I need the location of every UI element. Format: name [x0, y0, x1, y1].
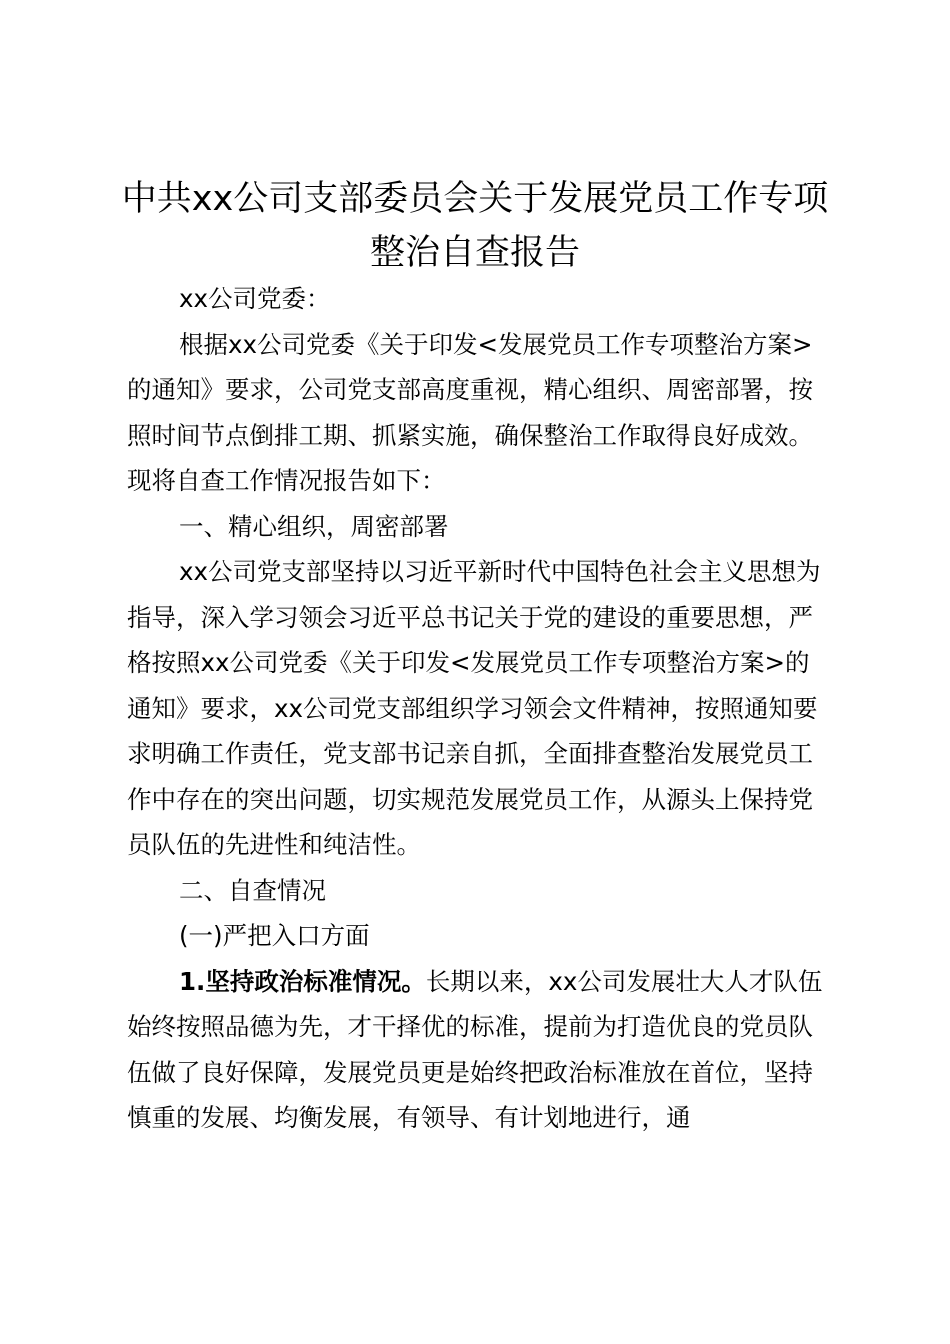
document-body: [127, 276, 829, 1141]
item-1-lead: 1.坚持政治标准情况。: [179, 966, 426, 996]
section-heading-1: 一、精心组织，周密部署: [179, 511, 449, 541]
intro-paragraph: 根据xx公司党委《关于印发<发展党员工作专项整治方案>的通知》要求，公司党支部高度重视，精心组织、周密部署，按照时间节点倒排工期、抓紧实施，确保整治工作取得良好成效。现将自查工作情况报告如下：: [127, 329, 813, 495]
document-title: 中共xx公司支部委员会关于发展党员工作专项整治自查报告: [121, 179, 829, 273]
salutation: xx公司党委：: [179, 284, 331, 313]
section-heading-2: 二、自查情况: [179, 875, 326, 905]
subsection-heading-1: (一)严把入口方面: [179, 921, 370, 950]
item-1-body: 长期以来，xx公司发展壮大人才队伍始终按照品德为先，才干择优的标准，提前为打造优良的党员队伍做了良好保障，发展党员更是始终把政治标准放在首位，坚持慎重的发展、均衡发展，有领导、有计划地进行，通: [127, 966, 823, 1132]
section-1-paragraph: xx公司党支部坚持以习近平新时代中国特色社会主义思想为指导，深入学习领会习近平总书记关于党的建设的重要思想，严格按照xx公司党委《关于印发<发展党员工作专项整治方案>的通知》要求，xx公司党支部组织学习领会文件精神，按照通知要求明确工作责任，党支部书记亲自抓，全面排查整治发展党员工作中存在的突出问题，切实规范发展党员工作，从源头上保持党员队伍的先进性和纯洁性。: [127, 557, 821, 859]
item-1-paragraph: [127, 959, 829, 1141]
